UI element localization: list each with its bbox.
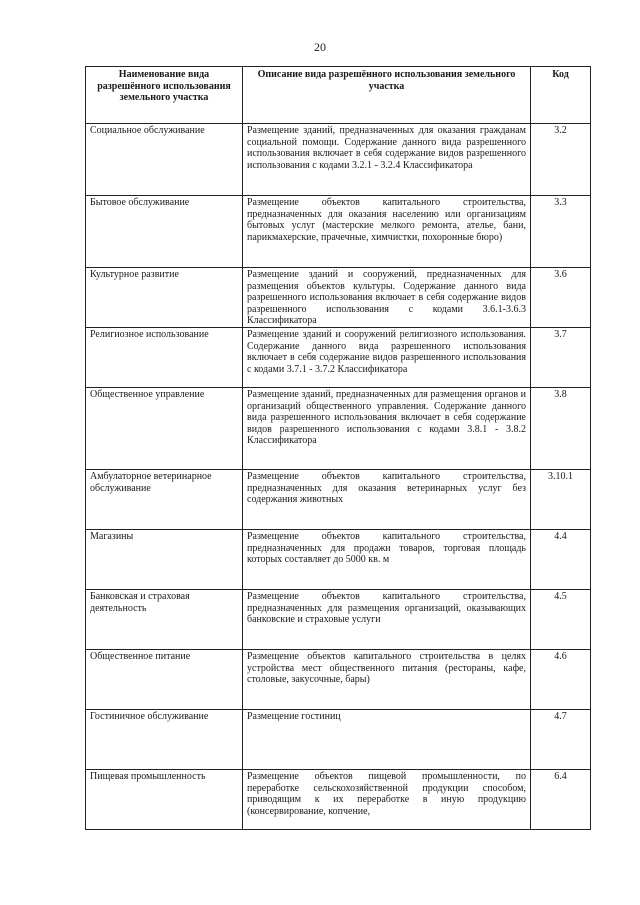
row-name: Банковская и страховая деятельность — [86, 590, 243, 650]
row-name: Социальное обслуживание — [86, 124, 243, 196]
row-name: Амбулаторное ветеринарное обслуживание — [86, 470, 243, 530]
row-description: Размещение зданий, предназначенных для оказания гражданам социальной помощи. Содержание данного вида разрешенного использования включает в себя содержание видов разрешенного использования с кодами 3.2.1 - 3.2.4 Классификатора — [243, 124, 531, 196]
row-description: Размещение объектов капитального строительства, предназначенных для оказания населению или организациям бытовых услуг (мастерские мелкого ремонта, ателье, бани, парикмахерские, прачечные, химчистки, похоронные бюро) — [243, 196, 531, 268]
table-row — [86, 268, 591, 328]
table-row — [86, 124, 591, 196]
header-code: Код — [531, 67, 591, 124]
row-name: Магазины — [86, 530, 243, 590]
row-name: Религиозное использование — [86, 328, 243, 388]
row-name: Общественное питание — [86, 650, 243, 710]
row-code: 4.7 — [531, 710, 591, 770]
row-code: 4.5 — [531, 590, 591, 650]
header-description: Описание вида разрешённого использования земельного участка — [243, 67, 531, 124]
row-name: Общественное управление — [86, 388, 243, 470]
row-name: Гостиничное обслуживание — [86, 710, 243, 770]
table-header-row — [86, 67, 591, 124]
row-name: Бытовое обслуживание — [86, 196, 243, 268]
table-row — [86, 328, 591, 388]
table-row — [86, 470, 591, 530]
table-row — [86, 388, 591, 470]
row-description: Размещение объектов капитального строительства в целях устройства мест общественного питания (рестораны, кафе, столовые, закусочные, бары) — [243, 650, 531, 710]
row-code: 3.10.1 — [531, 470, 591, 530]
row-code: 3.7 — [531, 328, 591, 388]
row-description: Размещение объектов капитального строительства, предназначенных для размещения организаций, оказывающих банковские и страховые услуги — [243, 590, 531, 650]
page-number: 20 — [314, 40, 326, 54]
row-code: 4.6 — [531, 650, 591, 710]
row-description: Размещение объектов капитального строительства, предназначенных для продажи товаров, торговая площадь которых составляет до 5000 кв. м — [243, 530, 531, 590]
row-description: Размещение зданий и сооружений, предназначенных для размещения объектов культуры. Содержание данного вида разрешенного использования включает в себя содержание видов разрешенного использования с кодами 3.6.1-3.6.3 Классификатора — [243, 268, 531, 328]
table-row — [86, 196, 591, 268]
row-code: 3.3 — [531, 196, 591, 268]
table-row — [86, 770, 591, 830]
table-row — [86, 650, 591, 710]
row-description: Размещение объектов капитального строительства, предназначенных для оказания ветеринарных услуг без содержания животных — [243, 470, 531, 530]
table-row — [86, 710, 591, 770]
row-description: Размещение гостиниц — [243, 710, 531, 770]
land-use-table — [85, 66, 591, 830]
row-description: Размещение зданий, предназначенных для размещения органов и организаций общественного управления. Содержание данного вида разрешенного использования включает в себя содержание видов разрешенного использования с кодами 3.8.1 - 3.8.2 Классификатора — [243, 388, 531, 470]
row-code: 3.8 — [531, 388, 591, 470]
row-name: Пищевая промышленность — [86, 770, 243, 830]
header-name: Наименование вида разрешённого использования земельного участка — [86, 67, 243, 124]
row-name: Культурное развитие — [86, 268, 243, 328]
row-code: 3.6 — [531, 268, 591, 328]
row-code: 6.4 — [531, 770, 591, 830]
row-description: Размещение объектов пищевой промышленности, по переработке сельскохозяйственной продукции способом, приводящим к их переработке в иную продукцию (консервирование, копчение, — [243, 770, 531, 830]
table-row — [86, 590, 591, 650]
row-description: Размещение зданий и сооружений религиозного использования. Содержание данного вида разрешенного использования включает в себя содержание видов разрешенного использования с кодами 3.7.1 - 3.7.2 Классификатора — [243, 328, 531, 388]
row-code: 3.2 — [531, 124, 591, 196]
row-code: 4.4 — [531, 530, 591, 590]
table-row — [86, 530, 591, 590]
